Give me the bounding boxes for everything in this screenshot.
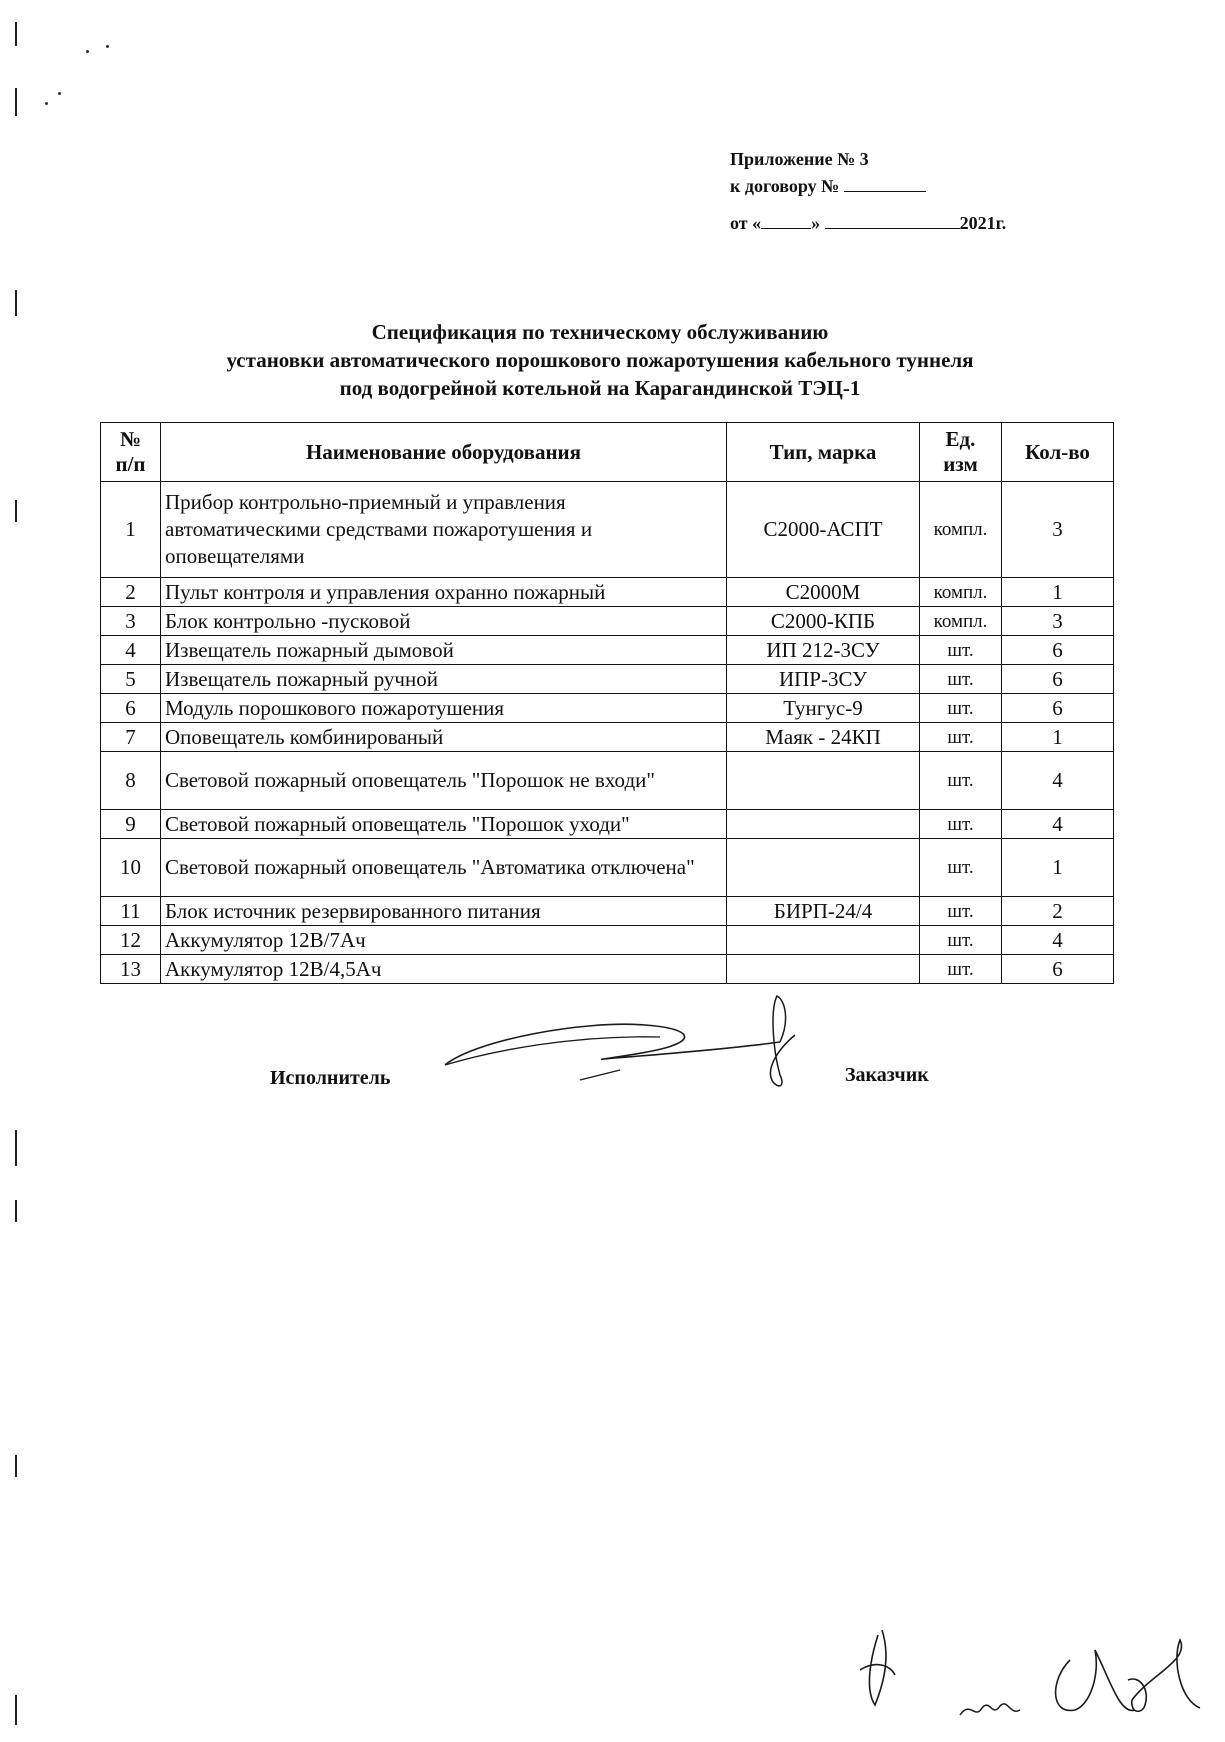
title-line-1: Спецификация по техническому обслуживанию <box>371 320 829 344</box>
table-row <box>101 897 1114 926</box>
column-header-type: Тип, марка <box>727 423 920 482</box>
contract-number-blank <box>844 173 926 192</box>
scan-speck <box>86 50 89 53</box>
scan-speck <box>106 45 109 48</box>
row-unit: шт. <box>920 810 1002 839</box>
row-qty: 1 <box>1002 723 1114 752</box>
row-name: Извещатель пожарный дымовой <box>161 636 727 665</box>
table-header-row <box>101 423 1114 482</box>
row-unit: шт. <box>920 723 1002 752</box>
row-qty: 4 <box>1002 926 1114 955</box>
row-qty: 3 <box>1002 607 1114 636</box>
row-type <box>727 752 920 810</box>
row-num: 1 <box>101 482 161 578</box>
row-name: Аккумулятор 12В/4,5Ач <box>161 955 727 984</box>
row-type: Маяк - 24КП <box>727 723 920 752</box>
row-unit: шт. <box>920 926 1002 955</box>
table-row <box>101 752 1114 810</box>
row-unit: шт. <box>920 752 1002 810</box>
performer-signature <box>435 990 815 1100</box>
row-type <box>727 810 920 839</box>
table-row <box>101 578 1114 607</box>
table-row <box>101 723 1114 752</box>
row-name: Блок контрольно -пусковой <box>161 607 727 636</box>
row-num: 10 <box>101 839 161 897</box>
row-type <box>727 839 920 897</box>
date-prefix: от « <box>730 213 762 233</box>
row-type <box>727 926 920 955</box>
row-qty: 6 <box>1002 665 1114 694</box>
row-num: 9 <box>101 810 161 839</box>
row-num: 13 <box>101 955 161 984</box>
scan-speck <box>58 92 61 95</box>
contract-prefix: к договору № <box>730 176 840 196</box>
column-header-num: № п/п <box>101 423 161 482</box>
date-mid: » <box>811 213 821 233</box>
row-name: Прибор контрольно-приемный и управления автоматическими средствами пожаротушения и оповещателями <box>161 482 727 578</box>
year-suffix: 2021г. <box>959 213 1007 233</box>
row-type: С2000-КПБ <box>727 607 920 636</box>
contract-line <box>730 173 1006 200</box>
row-qty: 6 <box>1002 955 1114 984</box>
row-unit: шт. <box>920 665 1002 694</box>
row-num: 4 <box>101 636 161 665</box>
table-row <box>101 694 1114 723</box>
scan-edge-mark <box>15 500 17 522</box>
row-name: Блок источник резервированного питания <box>161 897 727 926</box>
row-name: Световой пожарный оповещатель "Порошок уходи" <box>161 810 727 839</box>
row-qty: 6 <box>1002 694 1114 723</box>
appendix-label: Приложение № 3 <box>730 149 869 169</box>
row-qty: 2 <box>1002 897 1114 926</box>
row-name: Модуль порошкового пожаротушения <box>161 694 727 723</box>
table-row <box>101 839 1114 897</box>
scan-edge-mark <box>15 290 17 316</box>
row-num: 3 <box>101 607 161 636</box>
row-num: 8 <box>101 752 161 810</box>
row-name: Аккумулятор 12В/7Ач <box>161 926 727 955</box>
row-num: 12 <box>101 926 161 955</box>
document-title <box>100 318 1100 402</box>
row-qty: 4 <box>1002 752 1114 810</box>
initials-signature <box>860 1620 1220 1730</box>
scan-edge-mark <box>15 22 17 46</box>
date-day-blank <box>761 210 811 229</box>
row-unit: шт. <box>920 839 1002 897</box>
scan-speck <box>45 102 48 105</box>
row-num: 11 <box>101 897 161 926</box>
row-qty: 6 <box>1002 636 1114 665</box>
appendix-header <box>730 146 1006 237</box>
row-unit: шт. <box>920 636 1002 665</box>
row-num: 2 <box>101 578 161 607</box>
row-unit: шт. <box>920 897 1002 926</box>
scan-edge-mark <box>15 88 17 116</box>
title-line-2: установки автоматического порошкового пожаротушения кабельного туннеля <box>226 348 974 372</box>
table-row <box>101 810 1114 839</box>
row-name: Извещатель пожарный ручной <box>161 665 727 694</box>
scan-edge-mark <box>15 1455 17 1477</box>
row-type <box>727 955 920 984</box>
row-name: Световой пожарный оповещатель "Порошок не входи" <box>161 752 727 810</box>
row-unit: компл. <box>920 607 1002 636</box>
row-type: С2000-АСПТ <box>727 482 920 578</box>
row-unit: шт. <box>920 694 1002 723</box>
row-qty: 1 <box>1002 578 1114 607</box>
row-qty: 3 <box>1002 482 1114 578</box>
scan-edge-mark <box>15 1200 17 1222</box>
row-unit: компл. <box>920 482 1002 578</box>
row-num: 5 <box>101 665 161 694</box>
row-type: ИП 212-3СУ <box>727 636 920 665</box>
row-unit: шт. <box>920 955 1002 984</box>
table-row <box>101 665 1114 694</box>
column-header-qty: Кол-во <box>1002 423 1114 482</box>
row-num: 6 <box>101 694 161 723</box>
column-header-unit: Ед. изм <box>920 423 1002 482</box>
row-name: Оповещатель комбинированый <box>161 723 727 752</box>
date-line <box>730 210 1006 237</box>
row-qty: 1 <box>1002 839 1114 897</box>
row-type: Тунгус-9 <box>727 694 920 723</box>
row-type: БИРП-24/4 <box>727 897 920 926</box>
row-name: Пульт контроля и управления охранно пожарный <box>161 578 727 607</box>
table-row <box>101 955 1114 984</box>
scan-edge-mark <box>15 1130 17 1166</box>
specification-table <box>100 422 1114 984</box>
table-row <box>101 636 1114 665</box>
row-unit: компл. <box>920 578 1002 607</box>
scan-edge-mark <box>15 1695 17 1725</box>
row-type: ИПР-3СУ <box>727 665 920 694</box>
date-month-blank <box>825 210 960 229</box>
row-type: С2000М <box>727 578 920 607</box>
column-header-name: Наименование оборудования <box>161 423 727 482</box>
table-row <box>101 482 1114 578</box>
performer-label: Исполнитель <box>270 1067 391 1089</box>
customer-label: Заказчик <box>845 1064 929 1086</box>
title-line-3: под водогрейной котельной на Карагандинской ТЭЦ-1 <box>339 376 861 400</box>
row-num: 7 <box>101 723 161 752</box>
row-name: Световой пожарный оповещатель "Автоматика отключена" <box>161 839 727 897</box>
table-row <box>101 926 1114 955</box>
table-row <box>101 607 1114 636</box>
row-qty: 4 <box>1002 810 1114 839</box>
